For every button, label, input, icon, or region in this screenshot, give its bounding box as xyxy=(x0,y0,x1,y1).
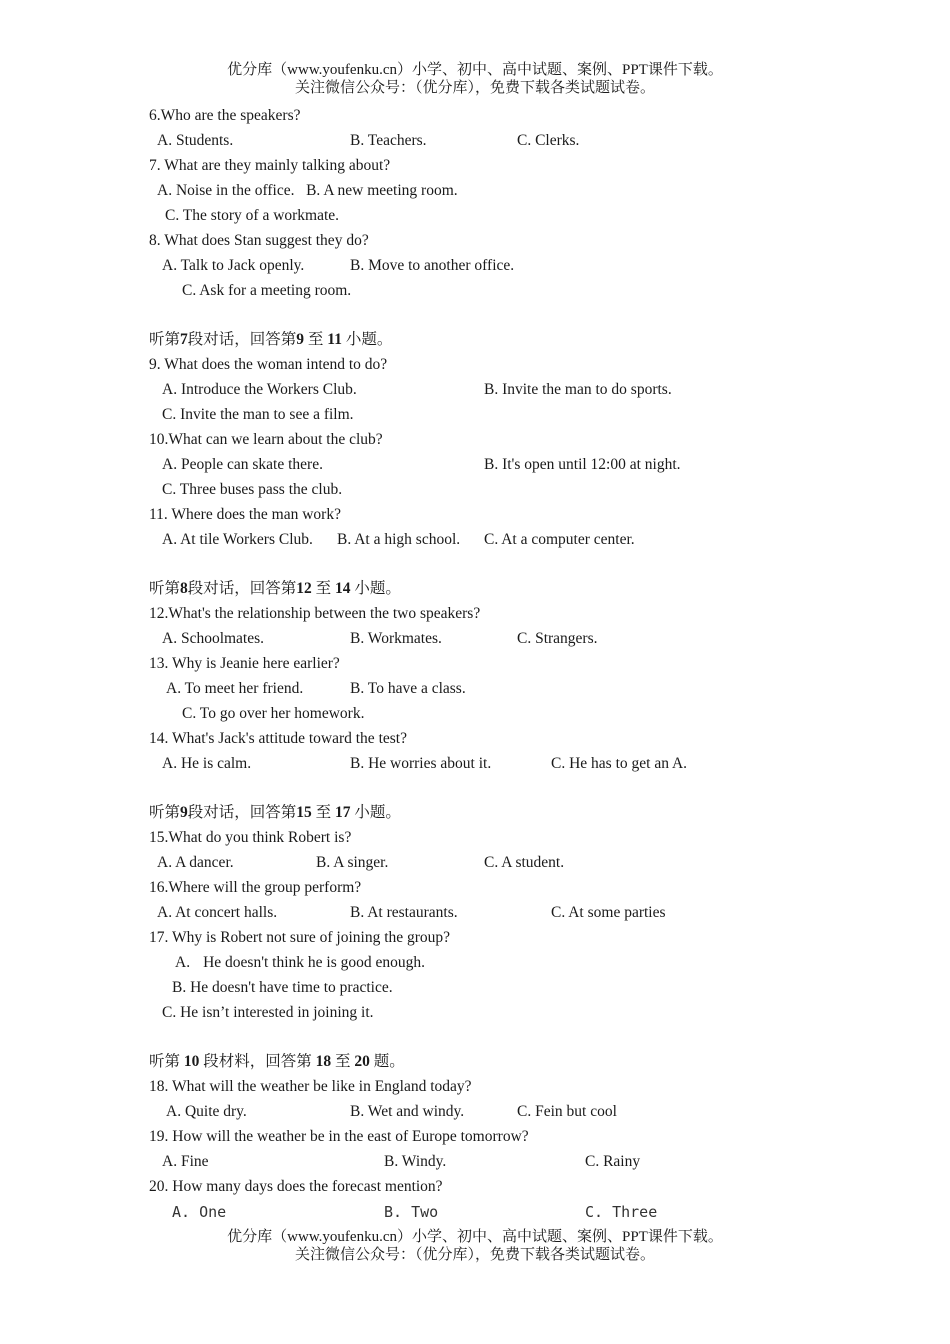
page-header-line2: 关注微信公众号：（优分库），免费下载各类试题试卷。 xyxy=(294,80,655,96)
question-17-stem: 17. Why is Robert not sure of joining the group? xyxy=(149,929,451,946)
question-18-option-c: C. Fein but cool xyxy=(517,1103,617,1120)
question-8-option-a: A. Talk to Jack openly. xyxy=(162,257,305,274)
question-11-option-b: B. At a high school. xyxy=(337,531,461,548)
question-20-stem: 20. How many days does the forecast mention? xyxy=(149,1178,443,1195)
question-16-option-c: C. At some parties xyxy=(551,904,666,921)
question-14-stem: 14. What's Jack's attitude toward the test? xyxy=(149,730,407,747)
question-9-option-a: A. Introduce the Workers Club. xyxy=(162,381,357,398)
section-10-heading: 听第 10 段材料，回答第 18 至 20 题。 xyxy=(149,1053,405,1070)
question-19-stem: 19. How will the weather be in the east of Europe tomorrow? xyxy=(149,1128,529,1145)
question-13-stem: 13. Why is Jeanie here earlier? xyxy=(149,655,340,672)
question-12-stem: 12.What's the relationship between the two speakers? xyxy=(149,605,481,622)
question-9-option-c: C. Invite the man to see a film. xyxy=(162,406,354,423)
section-9-heading: 听第9段对话，回答第15 至 17 小题。 xyxy=(149,804,401,821)
section-8-heading: 听第8段对话，回答第12 至 14 小题。 xyxy=(149,580,401,597)
section-7-heading: 听第7段对话，回答第9 至 11 小题。 xyxy=(149,331,393,348)
question-20-option-c: C. Three xyxy=(585,1203,658,1221)
question-8-option-b: B. Move to another office. xyxy=(350,257,515,274)
question-16-option-b: B. At restaurants. xyxy=(350,904,458,921)
question-7-stem: 7. What are they mainly talking about? xyxy=(149,157,391,174)
question-6-option-b: B. Teachers. xyxy=(350,132,427,149)
question-13-option-a: A. To meet her friend. xyxy=(166,680,304,697)
question-13-option-b: B. To have a class. xyxy=(350,680,466,697)
page-footer-line2: 关注微信公众号：（优分库），免费下载各类试题试卷。 xyxy=(294,1247,655,1263)
question-9-stem: 9. What does the woman intend to do? xyxy=(149,356,388,373)
question-7-options-ab: A. Noise in the office. B. A new meeting room. xyxy=(157,182,458,199)
question-18-option-b: B. Wet and windy. xyxy=(350,1103,465,1120)
question-20-option-a: A. One xyxy=(172,1203,227,1221)
question-20-option-b: B. Two xyxy=(384,1203,439,1221)
question-19-option-c: C. Rainy xyxy=(585,1153,641,1170)
question-17-option-b: B. He doesn't have time to practice. xyxy=(172,979,393,996)
question-10-option-a: A. People can skate there. xyxy=(162,456,323,473)
question-19-option-b: B. Windy. xyxy=(384,1153,447,1170)
question-10-option-b: B. It's open until 12:00 at night. xyxy=(484,456,681,473)
question-14-option-c: C. He has to get an A. xyxy=(551,755,688,772)
question-15-option-a: A. A dancer. xyxy=(157,854,234,871)
question-11-option-a: A. At tile Workers Club. xyxy=(162,531,313,548)
question-12-option-b: B. Workmates. xyxy=(350,630,442,647)
question-10-stem: 10.What can we learn about the club? xyxy=(149,431,383,448)
question-6-option-c: C. Clerks. xyxy=(517,132,580,149)
question-19-option-a: A. Fine xyxy=(162,1153,209,1170)
question-14-option-a: A. He is calm. xyxy=(162,755,252,772)
question-6-option-a: A. Students. xyxy=(157,132,234,149)
page-footer-line1: 优分库（www.youfenku.cn）小学、初中、高中试题、案例、PPT课件下载。 xyxy=(227,1229,723,1245)
question-18-stem: 18. What will the weather be like in England today? xyxy=(149,1078,472,1095)
question-12-option-c: C. Strangers. xyxy=(517,630,598,647)
question-10-option-c: C. Three buses pass the club. xyxy=(162,481,343,498)
question-8-option-c: C. Ask for a meeting room. xyxy=(182,282,352,299)
question-11-stem: 11. Where does the man work? xyxy=(149,506,341,523)
question-6-stem: 6.Who are the speakers? xyxy=(149,107,301,124)
question-17-option-a: A. He doesn't think he is good enough. xyxy=(175,954,425,971)
question-15-option-b: B. A singer. xyxy=(316,854,389,871)
question-17-option-c: C. He isn’t interested in joining it. xyxy=(162,1004,374,1021)
question-16-option-a: A. At concert halls. xyxy=(157,904,278,921)
question-7-option-c: C. The story of a workmate. xyxy=(165,207,340,224)
question-9-option-b: B. Invite the man to do sports. xyxy=(484,381,672,398)
question-14-option-b: B. He worries about it. xyxy=(350,755,492,772)
question-18-option-a: A. Quite dry. xyxy=(166,1103,247,1120)
question-13-option-c: C. To go over her homework. xyxy=(182,705,365,722)
question-11-option-c: C. At a computer center. xyxy=(484,531,635,548)
question-15-option-c: C. A student. xyxy=(484,854,565,871)
question-16-stem: 16.Where will the group perform? xyxy=(149,879,362,896)
question-12-option-a: A. Schoolmates. xyxy=(162,630,265,647)
question-15-stem: 15.What do you think Robert is? xyxy=(149,829,352,846)
question-8-stem: 8. What does Stan suggest they do? xyxy=(149,232,369,249)
page-header-line1: 优分库（www.youfenku.cn）小学、初中、高中试题、案例、PPT课件下载。 xyxy=(227,62,723,78)
